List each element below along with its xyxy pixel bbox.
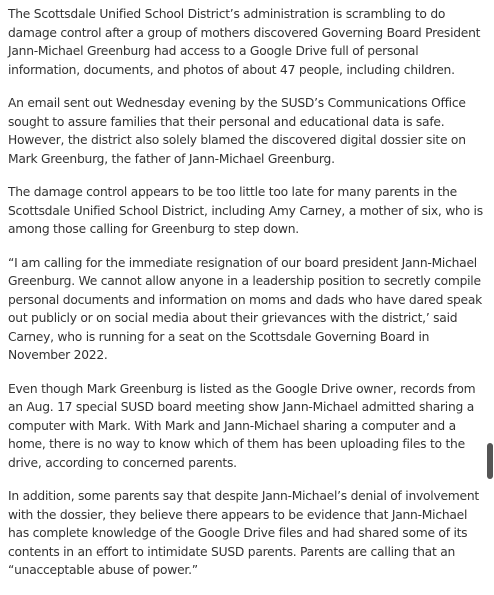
article-paragraph-6: In addition, some parents say that despite Jann-Michael’s denial of involvement with the dossier, they believe there appears to be evidence that Jann-Michael has complete knowledge of the Google Drive files and had shared some of its contents in an effort to intimidate SUSD parents. Parents are calling that an “unacceptable abuse of power.” [8, 489, 479, 577]
vertical-scrollbar[interactable] [486, 0, 494, 500]
article-paragraph-4: “I am calling for the immediate resignation of our board president Jann-Michael Greenburg. We cannot allow anyone in a leadership position to secretly compile personal documents and information on moms and dads who have dared speak out publicly or on social media about their grievances with the district,’ said Carney, who is running for a seat on the Scottsdale Governing Board in November 2022. [8, 255, 483, 362]
article-paragraph-3: The damage control appears to be too little too late for many parents in the Scottsdale Unified School District, including Amy Carney, a mother of six, who is among those calling for Greenburg to step down. [8, 185, 483, 236]
article-body [8, 5, 486, 595]
article-paragraph-2: An email sent out Wednesday evening by the SUSD’s Communications Office sought to assure families that their personal and educational data is safe. However, the district also solely blamed the discovered digital dossier site on Mark Greenburg, the father of Jann-Michael Greenburg. [8, 96, 466, 166]
article-paragraph-5: Even though Mark Greenburg is listed as the Google Drive owner, records from an Aug. 17 special SUSD board meeting show Jann-Michael admitted sharing a computer with Mark. With Mark and Jann-Michael sharing a computer and a home, there is no way to know which of them has been uploading files to the drive, according to concerned parents. [8, 381, 476, 470]
scrollbar-thumb[interactable] [487, 443, 493, 479]
article-paragraph-1: The Scottsdale Unified School District’s administration is scrambling to do damage control after a group of mothers discovered Governing Board President Jann-Michael Greenburg had access to a Google Drive full of personal information, documents, and photos of about 47 people, including children. [8, 7, 481, 77]
